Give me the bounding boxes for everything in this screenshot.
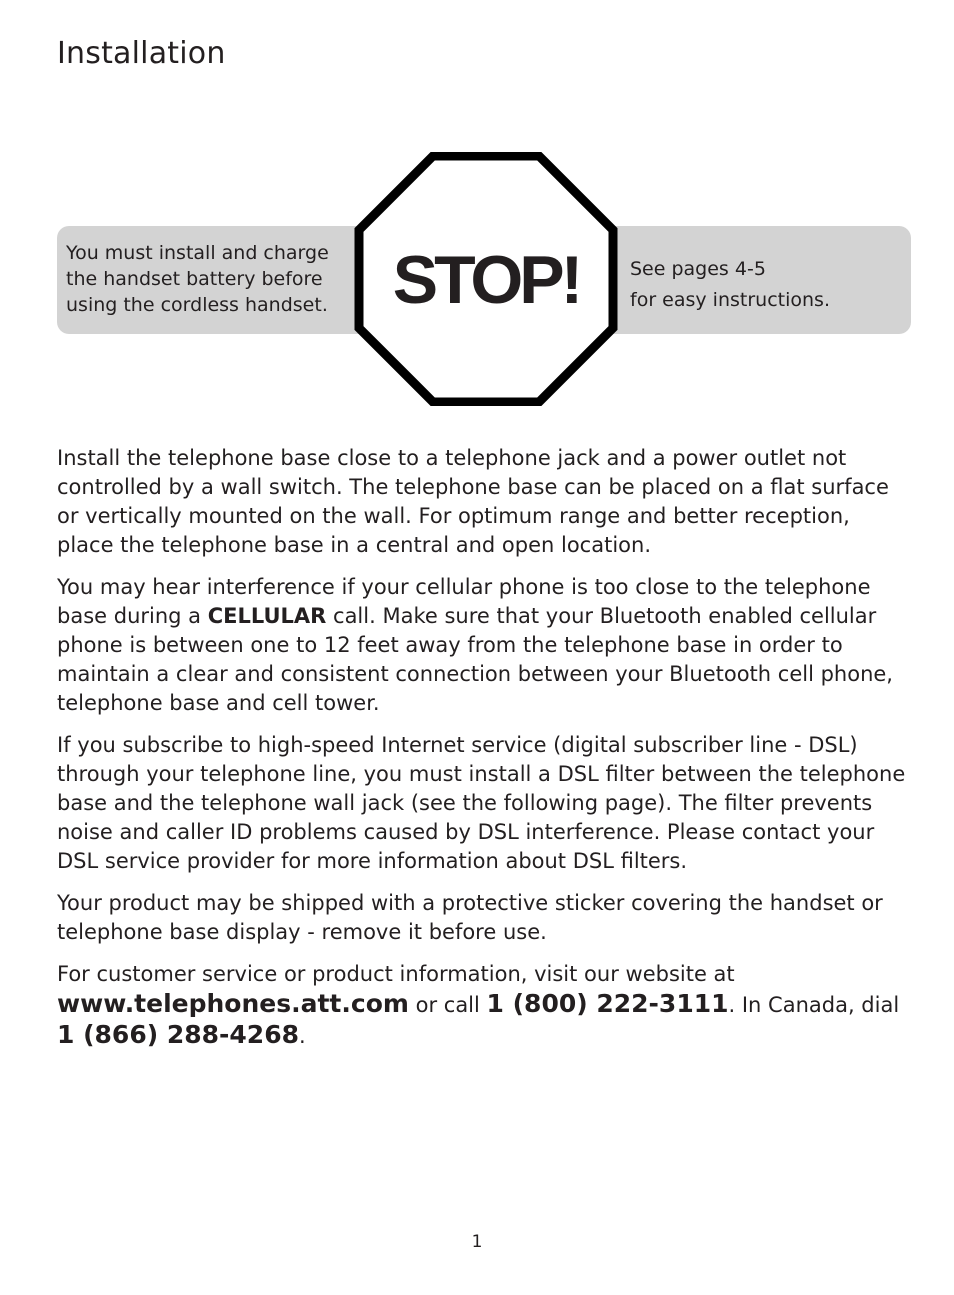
interference-text-start: You may hear interference if your cellular phone is too close to the telephone base during a [57,575,871,628]
easy-instructions-text: for easy instructions. [630,289,830,311]
pages-reference: See pages 4-5 [630,258,766,280]
page-title: Installation [57,36,226,71]
installation-body [57,444,912,1064]
dsl-paragraph: If you subscribe to high-speed Internet service (digital subscriber line - DSL) through your telephone line, you must install a DSL filter between the telephone base and the telephone wall jack (see the following page). The filter prevents noise and caller ID problems caused by DSL interference. Please contact your DSL service provider for more information about DSL filters. [57,733,906,873]
placement-paragraph: Install the telephone base close to a telephone jack and a power outlet not controlled by a wall switch. The telephone base can be placed on a flat surface or vertically mounted on the wall. For optimum range and better reception, place the telephone base in a central and open location. [57,446,889,557]
page-number: 1 [471,1232,483,1252]
interference-text-end: call. Make sure that your Bluetooth enabled cellular phone is between one to 12 feet away from the telephone base in order to maintain a clear and consistent connection between your Bluetooth cell phone, telephone base and cell tower. [57,604,893,715]
sticker-paragraph: Your product may be shipped with a protective sticker covering the handset or telephone base display - remove it before use. [57,891,883,944]
canada-phone-number: 1 (866) 288-4268 [57,1020,299,1049]
customer-service-intro: For customer service or product information, visit our website at [57,962,735,986]
instructions-reference [630,254,900,316]
battery-warning-text: You must install and charge the handset battery before using the cordless handset. [66,242,329,316]
us-phone-number: 1 (800) 222-3111 [486,989,729,1018]
website-link[interactable]: www.telephones.att.com [57,989,409,1018]
or-call-text: or call [408,993,487,1017]
canada-text: . In Canada, dial [728,993,900,1017]
stop-label: STOP! [392,242,580,318]
cellular-keyword: CELLULAR [207,604,327,628]
interference-paragraph [57,573,912,718]
sentence-end: . [298,1024,306,1048]
customer-service-paragraph [57,960,912,1051]
